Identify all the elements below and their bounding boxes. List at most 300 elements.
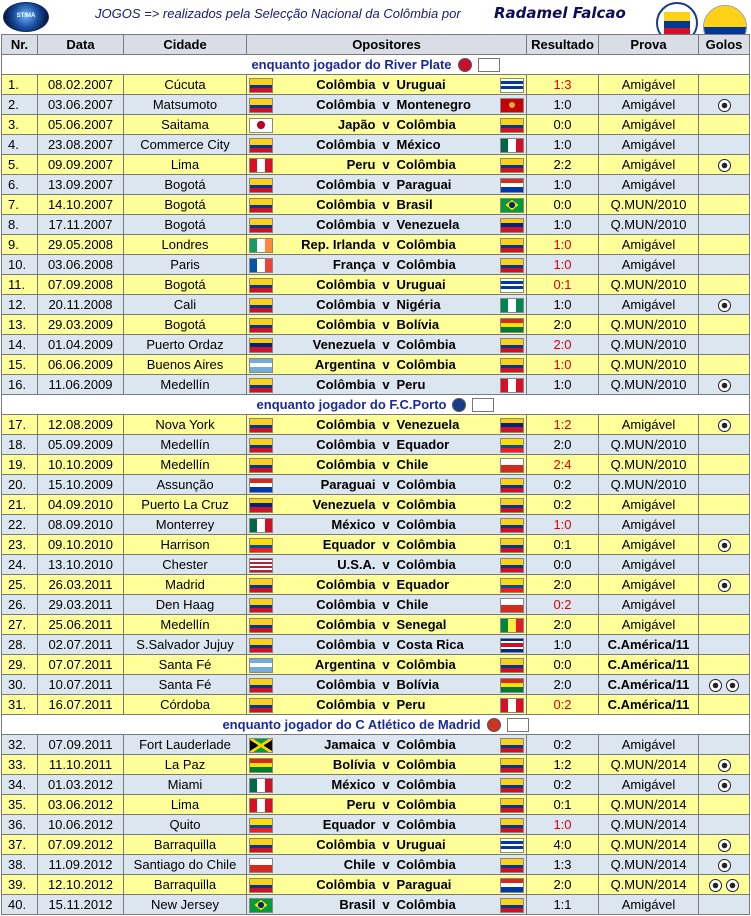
table-row: [2, 575, 750, 595]
match-result: 1:2: [527, 415, 599, 435]
flag-nga-icon: [500, 298, 524, 313]
flag-col-icon: [249, 278, 273, 293]
football-icon: [718, 759, 731, 772]
section-label-text: enquanto jogador do River Plate: [251, 56, 452, 72]
match-competition: Q.MUN/2014: [599, 755, 699, 775]
table-row: [2, 335, 750, 355]
match-competition: Amigável: [599, 155, 699, 175]
match-goals: [699, 155, 750, 175]
away-team: Nigéria: [394, 295, 498, 315]
table-row: [2, 195, 750, 215]
flag-col-icon: [500, 118, 524, 133]
match-result: 0:0: [527, 555, 599, 575]
match-number: 19.: [2, 455, 38, 475]
site-logo-text: STIMA: [16, 13, 36, 19]
match-date: 17.11.2007: [38, 215, 124, 235]
flag-col-icon: [249, 378, 273, 393]
flag-col-icon: [249, 198, 273, 213]
match-date: 06.06.2009: [38, 355, 124, 375]
match-result: 1:2: [527, 755, 599, 775]
match-goals: [699, 535, 750, 555]
match-result: 4:0: [527, 835, 599, 855]
matches-table: [1, 34, 750, 915]
match-number: 6.: [2, 175, 38, 195]
match-number: 3.: [2, 115, 38, 135]
match-result: 1:0: [527, 95, 599, 115]
away-team: Colômbia: [394, 755, 498, 775]
header-resultado: Resultado: [527, 35, 599, 55]
table-row: [2, 835, 750, 855]
section-header: [2, 395, 750, 415]
match-city: Assunção: [124, 475, 247, 495]
home-team: Colômbia: [276, 695, 379, 715]
away-team: Bolívia: [394, 315, 498, 335]
match-result: 1:0: [527, 355, 599, 375]
table-row: [2, 155, 750, 175]
match-result: 1:1: [527, 895, 599, 915]
table-row: [2, 455, 750, 475]
match-competition: Amigável: [599, 895, 699, 915]
away-flag: [498, 255, 527, 275]
flag-col-icon: [500, 478, 524, 493]
match-date: 29.03.2009: [38, 315, 124, 335]
home-flag: [247, 135, 276, 155]
match-date: 15.10.2009: [38, 475, 124, 495]
match-city: Paris: [124, 255, 247, 275]
match-competition: C.América/11: [599, 655, 699, 675]
away-team: Equador: [394, 575, 498, 595]
flag-arg-icon: [249, 658, 273, 673]
away-team: Peru: [394, 695, 498, 715]
flag-col-icon: [500, 798, 524, 813]
home-flag: [247, 375, 276, 395]
match-competition: Q.MUN/2014: [599, 815, 699, 835]
football-icon: [718, 299, 731, 312]
home-flag: [247, 615, 276, 635]
versus: v: [379, 515, 394, 535]
match-competition: Q.MUN/2010: [599, 455, 699, 475]
match-number: 21.: [2, 495, 38, 515]
match-number: 32.: [2, 735, 38, 755]
flag-col-icon: [249, 98, 273, 113]
match-date: 13.09.2007: [38, 175, 124, 195]
away-flag: [498, 855, 527, 875]
match-result: 2:0: [527, 575, 599, 595]
home-team: Venezuela: [276, 335, 379, 355]
away-flag: [498, 795, 527, 815]
table-row: [2, 255, 750, 275]
flag-col-icon: [249, 638, 273, 653]
table-row: [2, 215, 750, 235]
home-flag: [247, 795, 276, 815]
home-flag: [247, 75, 276, 95]
home-flag: [247, 175, 276, 195]
table-row: [2, 615, 750, 635]
match-competition: Amigável: [599, 535, 699, 555]
flag-col-icon: [249, 838, 273, 853]
match-date: 09.09.2007: [38, 155, 124, 175]
match-date: 23.08.2007: [38, 135, 124, 155]
match-competition: Q.MUN/2014: [599, 835, 699, 855]
match-city: Medellín: [124, 375, 247, 395]
home-team: Colômbia: [276, 455, 379, 475]
away-flag: [498, 155, 527, 175]
away-team: Paraguai: [394, 175, 498, 195]
match-number: 31.: [2, 695, 38, 715]
match-number: 39.: [2, 875, 38, 895]
match-goals: [699, 335, 750, 355]
table-row: [2, 75, 750, 95]
match-goals: [699, 635, 750, 655]
flag-par-icon: [500, 178, 524, 193]
match-date: 11.09.2012: [38, 855, 124, 875]
match-city: Medellín: [124, 455, 247, 475]
away-team: Venezuela: [394, 215, 498, 235]
match-date: 10.06.2012: [38, 815, 124, 835]
match-competition: Q.MUN/2014: [599, 855, 699, 875]
home-team: Argentina: [276, 355, 379, 375]
home-flag: [247, 455, 276, 475]
match-date: 14.10.2007: [38, 195, 124, 215]
away-flag: [498, 295, 527, 315]
match-city: Harrison: [124, 535, 247, 555]
match-number: 17.: [2, 415, 38, 435]
football-icon: [718, 579, 731, 592]
home-flag: [247, 555, 276, 575]
match-goals: [699, 655, 750, 675]
club-crest-icon: [452, 398, 466, 412]
home-team: Brasil: [276, 895, 379, 915]
versus: v: [379, 475, 394, 495]
match-competition: C.América/11: [599, 695, 699, 715]
home-flag: [247, 315, 276, 335]
match-competition: Amigável: [599, 295, 699, 315]
flag-col-icon: [500, 558, 524, 573]
versus: v: [379, 375, 394, 395]
home-flag: [247, 475, 276, 495]
table-row: [2, 755, 750, 775]
flag-irl-icon: [249, 238, 273, 253]
match-goals: [699, 615, 750, 635]
home-flag: [247, 695, 276, 715]
match-number: 13.: [2, 315, 38, 335]
home-flag: [247, 115, 276, 135]
home-flag: [247, 595, 276, 615]
home-flag: [247, 415, 276, 435]
away-team: Colômbia: [394, 115, 498, 135]
match-number: 8.: [2, 215, 38, 235]
match-date: 05.06.2007: [38, 115, 124, 135]
flag-chi-icon: [500, 458, 524, 473]
match-goals: [699, 175, 750, 195]
match-goals: [699, 375, 750, 395]
flag-col-icon: [500, 498, 524, 513]
match-result: 1:0: [527, 295, 599, 315]
match-result: 1:0: [527, 215, 599, 235]
football-icon: [718, 859, 731, 872]
match-goals: [699, 435, 750, 455]
versus: v: [379, 595, 394, 615]
flag-col-icon: [249, 318, 273, 333]
match-goals: [699, 695, 750, 715]
away-flag: [498, 835, 527, 855]
match-date: 01.04.2009: [38, 335, 124, 355]
match-competition: Amigável: [599, 135, 699, 155]
match-goals: [699, 835, 750, 855]
match-date: 12.10.2012: [38, 875, 124, 895]
away-team: Costa Rica: [394, 635, 498, 655]
flag-col-icon: [249, 618, 273, 633]
away-flag: [498, 675, 527, 695]
home-team: Colômbia: [276, 135, 379, 155]
match-date: 03.06.2008: [38, 255, 124, 275]
away-flag: [498, 455, 527, 475]
match-number: 36.: [2, 815, 38, 835]
flag-crc-icon: [500, 638, 524, 653]
match-city: Santa Fé: [124, 655, 247, 675]
match-result: 1:0: [527, 135, 599, 155]
match-date: 16.07.2011: [38, 695, 124, 715]
flag-per-icon: [249, 158, 273, 173]
home-team: Equador: [276, 535, 379, 555]
match-date: 08.09.2010: [38, 515, 124, 535]
home-team: Jamaica: [276, 735, 379, 755]
away-team: Colômbia: [394, 235, 498, 255]
versus: v: [379, 255, 394, 275]
away-flag: [498, 215, 527, 235]
versus: v: [379, 615, 394, 635]
flag-col-icon: [500, 358, 524, 373]
home-team: Colômbia: [276, 75, 379, 95]
versus: v: [379, 795, 394, 815]
header-data: Data: [38, 35, 124, 55]
match-competition: Amigável: [599, 175, 699, 195]
match-date: 09.10.2010: [38, 535, 124, 555]
match-competition: Q.MUN/2010: [599, 335, 699, 355]
table-row: [2, 815, 750, 835]
away-flag: [498, 135, 527, 155]
flag-ven-icon: [500, 418, 524, 433]
home-flag: [247, 355, 276, 375]
section-header: [2, 715, 750, 735]
match-date: 07.09.2008: [38, 275, 124, 295]
away-team: Chile: [394, 455, 498, 475]
match-competition: Amigável: [599, 495, 699, 515]
match-goals: [699, 895, 750, 915]
match-goals: [699, 475, 750, 495]
flag-mex-icon: [500, 138, 524, 153]
versus: v: [379, 235, 394, 255]
match-result: 1:0: [527, 815, 599, 835]
home-team: Colômbia: [276, 435, 379, 455]
away-flag: [498, 115, 527, 135]
club-crest-icon: [458, 58, 472, 72]
match-result: 1:0: [527, 235, 599, 255]
match-result: 1:0: [527, 375, 599, 395]
match-competition: Q.MUN/2010: [599, 355, 699, 375]
table-row: [2, 875, 750, 895]
match-date: 03.06.2012: [38, 795, 124, 815]
flag-chi-icon: [500, 598, 524, 613]
versus: v: [379, 535, 394, 555]
match-competition: Amigável: [599, 555, 699, 575]
match-result: 1:0: [527, 635, 599, 655]
match-date: 10.10.2009: [38, 455, 124, 475]
match-number: 10.: [2, 255, 38, 275]
away-flag: [498, 575, 527, 595]
table-row: [2, 315, 750, 335]
table-row: [2, 435, 750, 455]
away-team: Equador: [394, 435, 498, 455]
flag-jpn-icon: [249, 118, 273, 133]
match-date: 03.06.2007: [38, 95, 124, 115]
flag-col-icon: [249, 298, 273, 313]
match-date: 11.06.2009: [38, 375, 124, 395]
versus: v: [379, 135, 394, 155]
flag-col-icon: [249, 698, 273, 713]
flag-col-icon: [249, 438, 273, 453]
match-goals: [699, 215, 750, 235]
table-row: [2, 895, 750, 915]
section-label-text: enquanto jogador do F.C.Porto: [256, 396, 447, 412]
match-city: Matsumoto: [124, 95, 247, 115]
match-result: 2:0: [527, 435, 599, 455]
away-team: Colômbia: [394, 255, 498, 275]
table-row: [2, 295, 750, 315]
versus: v: [379, 355, 394, 375]
match-number: 7.: [2, 195, 38, 215]
match-competition: Amigável: [599, 235, 699, 255]
home-team: Colômbia: [276, 215, 379, 235]
match-goals: [699, 415, 750, 435]
flag-col-icon: [500, 258, 524, 273]
home-flag: [247, 855, 276, 875]
versus: v: [379, 415, 394, 435]
versus: v: [379, 675, 394, 695]
home-flag: [247, 235, 276, 255]
match-result: 2:2: [527, 155, 599, 175]
match-date: 07.09.2012: [38, 835, 124, 855]
match-goals: [699, 795, 750, 815]
home-team: França: [276, 255, 379, 275]
match-goals: [699, 815, 750, 835]
home-team: Colômbia: [276, 95, 379, 115]
match-date: 07.09.2011: [38, 735, 124, 755]
away-flag: [498, 275, 527, 295]
match-goals: [699, 855, 750, 875]
away-flag: [498, 415, 527, 435]
flag-per-icon: [500, 698, 524, 713]
home-flag: [247, 535, 276, 555]
match-competition: Q.MUN/2014: [599, 875, 699, 895]
match-competition: Q.MUN/2010: [599, 435, 699, 455]
match-city: La Paz: [124, 755, 247, 775]
table-row: [2, 735, 750, 755]
home-team: Colômbia: [276, 375, 379, 395]
flag-mne-icon: [500, 98, 524, 113]
match-date: 20.11.2008: [38, 295, 124, 315]
away-flag: [498, 375, 527, 395]
flag-col-icon: [249, 178, 273, 193]
match-number: 2.: [2, 95, 38, 115]
home-team: Colômbia: [276, 875, 379, 895]
match-competition: Q.MUN/2010: [599, 275, 699, 295]
away-team: Colômbia: [394, 815, 498, 835]
home-flag: [247, 295, 276, 315]
away-flag: [498, 755, 527, 775]
match-number: 22.: [2, 515, 38, 535]
flag-col-icon: [249, 138, 273, 153]
away-team: Brasil: [394, 195, 498, 215]
football-icon: [709, 879, 722, 892]
football-icon: [726, 879, 739, 892]
versus: v: [379, 275, 394, 295]
match-city: Londres: [124, 235, 247, 255]
match-result: 2:0: [527, 335, 599, 355]
away-flag: [498, 175, 527, 195]
table-row: [2, 655, 750, 675]
home-flag: [247, 775, 276, 795]
flag-col-icon: [249, 578, 273, 593]
match-goals: [699, 495, 750, 515]
versus: v: [379, 315, 394, 335]
match-competition: Q.MUN/2014: [599, 795, 699, 815]
away-flag: [498, 775, 527, 795]
football-icon: [718, 419, 731, 432]
away-flag: [498, 235, 527, 255]
home-team: México: [276, 775, 379, 795]
versus: v: [379, 435, 394, 455]
table-row: [2, 635, 750, 655]
match-goals: [699, 455, 750, 475]
away-flag: [498, 735, 527, 755]
flag-esp-icon: [507, 718, 529, 732]
flag-arg-icon: [478, 58, 500, 72]
match-goals: [699, 595, 750, 615]
match-goals: [699, 775, 750, 795]
flag-col-icon: [500, 238, 524, 253]
table-row: [2, 695, 750, 715]
flag-bol-icon: [500, 678, 524, 693]
header-prova: Prova: [599, 35, 699, 55]
versus: v: [379, 155, 394, 175]
match-result: 1:3: [527, 855, 599, 875]
home-flag: [247, 755, 276, 775]
match-goals: [699, 195, 750, 215]
away-team: Colômbia: [394, 355, 498, 375]
home-flag: [247, 675, 276, 695]
versus: v: [379, 695, 394, 715]
match-goals: [699, 315, 750, 335]
home-team: Argentina: [276, 655, 379, 675]
away-team: Peru: [394, 375, 498, 395]
match-competition: C.América/11: [599, 635, 699, 655]
match-number: 9.: [2, 235, 38, 255]
away-team: Uruguai: [394, 275, 498, 295]
match-date: 12.08.2009: [38, 415, 124, 435]
match-competition: Q.MUN/2010: [599, 375, 699, 395]
match-date: 04.09.2010: [38, 495, 124, 515]
flag-par-icon: [500, 878, 524, 893]
match-result: 1:0: [527, 255, 599, 275]
header-cidade: Cidade: [124, 35, 247, 55]
flag-col-icon: [249, 418, 273, 433]
versus: v: [379, 655, 394, 675]
home-flag: [247, 735, 276, 755]
versus: v: [379, 335, 394, 355]
match-city: Lima: [124, 155, 247, 175]
away-flag: [498, 355, 527, 375]
